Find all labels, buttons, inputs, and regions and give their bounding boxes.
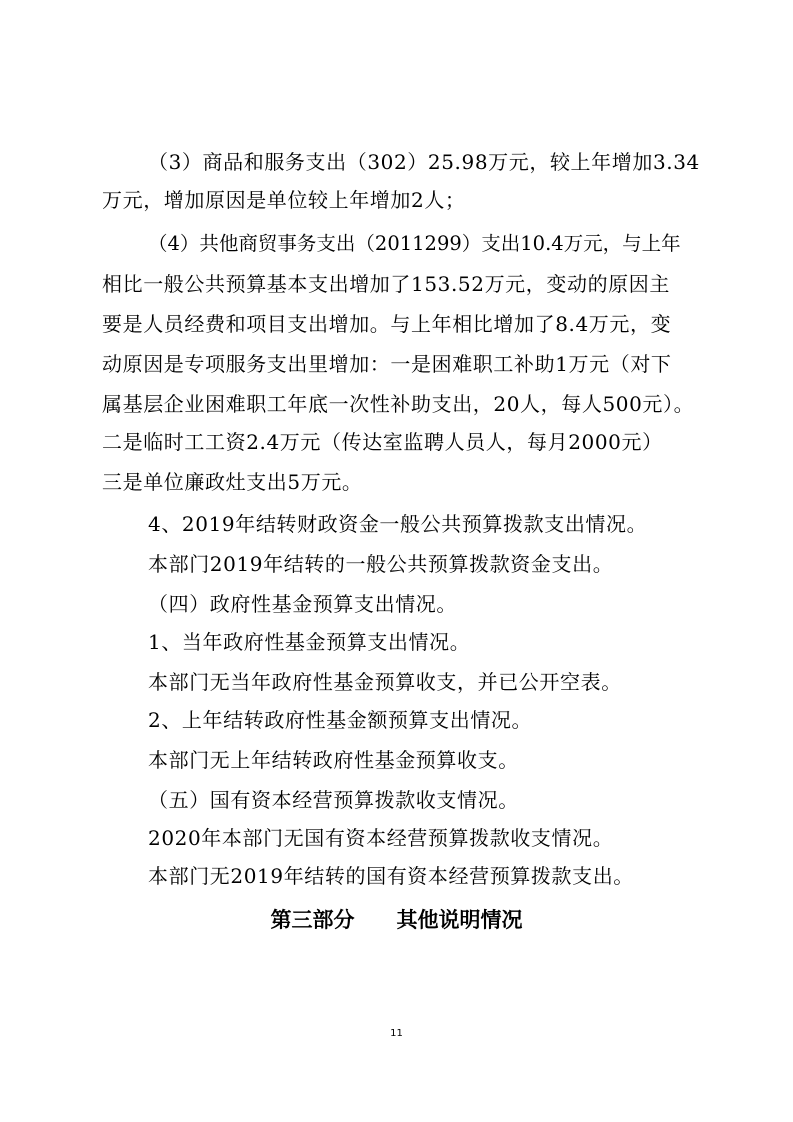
paragraph-line: 万元，增加原因是单位较上年增加2人； (102, 188, 466, 212)
paragraph-line: （3）商品和服务支出（302）25.98万元，较上年增加3.34 (148, 150, 700, 174)
paragraph-line: 要是人员经费和项目支出增加。与上年相比增加了8.4万元，变 (102, 312, 672, 336)
paragraph-line: 本部门2019年结转的一般公共预算拨款资金支出。 (148, 552, 614, 576)
paragraph-line: 动原因是专项服务支出里增加：一是困难职工补助1万元（对下 (102, 352, 672, 376)
paragraph-line: 2020年本部门无国有资本经营预算拨款收支情况。 (148, 826, 614, 850)
page-number: 11 (390, 1028, 403, 1039)
paragraph-line: 属基层企业困难职工年底一次性补助支出，20人，每人500元）。 (102, 392, 695, 416)
paragraph-line: 本部门无当年政府性基金预算收支，并已公开空表。 (148, 670, 622, 694)
paragraph-line: 本部门无上年结转政府性基金预算收支。 (148, 748, 519, 772)
paragraph-line: 二是临时工工资2.4万元（传达室监聘人员人，每月2000元） (102, 430, 663, 454)
paragraph-line: （4）共他商贸事务支出（2011299）支出10.4万元，与上年 (148, 232, 681, 255)
section-heading: 第三部分 其他说明情况 (270, 908, 523, 932)
paragraph-line: （五）国有资本经营预算拨款收支情况。 (148, 788, 519, 812)
paragraph-line: 相比一般公共预算基本支出增加了153.52万元，变动的原因主 (102, 272, 670, 296)
paragraph-line: 4、2019年结转财政资金一般公共预算拨款支出情况。 (148, 512, 648, 536)
paragraph-line: 三是单位廉政灶支出5万元。 (102, 470, 363, 494)
paragraph-line: 本部门无2019年结转的国有资本经营预算拨款支出。 (148, 864, 634, 888)
paragraph-line: 1、当年政府性基金预算支出情况。 (148, 630, 471, 654)
paragraph-line: （四）政府性基金预算支出情况。 (148, 592, 457, 616)
paragraph-line: 2、上年结转政府性基金额预算支出情况。 (148, 708, 533, 732)
